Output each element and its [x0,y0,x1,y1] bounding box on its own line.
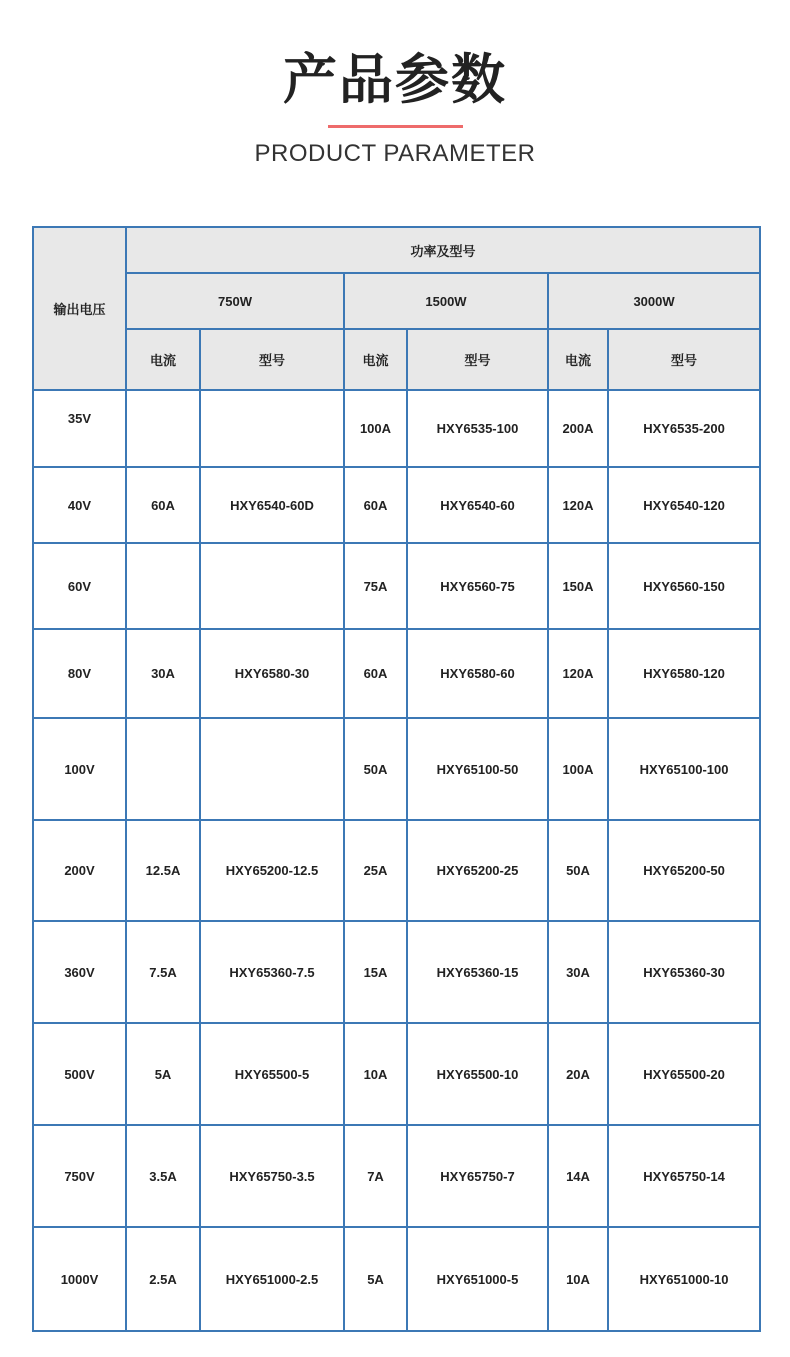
voltage-cell: 750V [33,1125,126,1227]
voltage-cell: 100V [33,718,126,820]
model-cell-3000w: HXY65360-30 [608,921,760,1023]
model-header-750w: 型号 [200,329,344,390]
model-header-3000w: 型号 [608,329,760,390]
current-cell-750w [126,718,200,820]
voltage-cell: 360V [33,921,126,1023]
current-cell-750w: 3.5A [126,1125,200,1227]
power-model-header: 功率及型号 [126,227,760,273]
model-cell-1500w: HXY651000-5 [407,1227,548,1331]
model-cell-750w: HXY65200-12.5 [200,820,344,921]
title-underline [328,125,463,128]
current-cell-3000w: 50A [548,820,608,921]
model-cell-1500w: HXY65100-50 [407,718,548,820]
model-cell-750w: HXY65500-5 [200,1023,344,1125]
voltage-cell: 40V [33,467,126,543]
current-cell-3000w: 120A [548,467,608,543]
voltage-cell: 200V [33,820,126,921]
voltage-cell: 500V [33,1023,126,1125]
current-cell-1500w: 10A [344,1023,407,1125]
table-row [33,629,760,718]
model-cell-1500w: HXY65750-7 [407,1125,548,1227]
current-cell-1500w: 100A [344,390,407,467]
model-cell-750w: HXY6540-60D [200,467,344,543]
current-cell-750w: 5A [126,1023,200,1125]
table-row [33,921,760,1023]
current-cell-3000w: 30A [548,921,608,1023]
model-cell-1500w: HXY6540-60 [407,467,548,543]
current-cell-3000w: 200A [548,390,608,467]
power-header-1500w: 1500W [344,273,548,329]
current-header-750w: 电流 [126,329,200,390]
table-row [33,1023,760,1125]
model-cell-1500w: HXY6580-60 [407,629,548,718]
voltage-cell: 35V [33,390,126,467]
page-title: 产品参数 [283,48,507,111]
current-header-3000w: 电流 [548,329,608,390]
table-row [33,467,760,543]
table-row [33,1125,760,1227]
voltage-cell: 80V [33,629,126,718]
page-subtitle: PRODUCT PARAMETER [254,140,536,167]
model-cell-1500w: HXY65360-15 [407,921,548,1023]
model-cell-750w: HXY65750-3.5 [200,1125,344,1227]
current-cell-1500w: 75A [344,543,407,629]
model-cell-750w: HXY6580-30 [200,629,344,718]
voltage-cell: 60V [33,543,126,629]
model-cell-1500w: HXY6560-75 [407,543,548,629]
model-cell-3000w: HXY6535-200 [608,390,760,467]
current-cell-1500w: 60A [344,467,407,543]
model-cell-750w [200,718,344,820]
current-cell-1500w: 7A [344,1125,407,1227]
table-row [33,718,760,820]
voltage-header: 输出电压 [33,227,126,390]
model-cell-3000w: HXY6540-120 [608,467,760,543]
current-cell-750w: 2.5A [126,1227,200,1331]
table-row [33,543,760,629]
model-cell-1500w: HXY6535-100 [407,390,548,467]
current-cell-750w [126,543,200,629]
power-header-3000w: 3000W [548,273,760,329]
current-cell-750w: 60A [126,467,200,543]
model-cell-3000w: HXY65200-50 [608,820,760,921]
current-cell-3000w: 10A [548,1227,608,1331]
model-cell-3000w: HXY6560-150 [608,543,760,629]
current-cell-3000w: 150A [548,543,608,629]
model-cell-750w [200,390,344,467]
current-cell-3000w: 14A [548,1125,608,1227]
model-cell-3000w: HXY65100-100 [608,718,760,820]
table-row [33,390,760,467]
current-header-1500w: 电流 [344,329,407,390]
model-header-1500w: 型号 [407,329,548,390]
current-cell-1500w: 15A [344,921,407,1023]
model-cell-1500w: HXY65200-25 [407,820,548,921]
model-cell-3000w: HXY65750-14 [608,1125,760,1227]
current-cell-750w: 30A [126,629,200,718]
model-cell-3000w: HXY651000-10 [608,1227,760,1331]
current-cell-3000w: 20A [548,1023,608,1125]
model-cell-3000w: HXY6580-120 [608,629,760,718]
current-cell-750w: 12.5A [126,820,200,921]
voltage-cell: 1000V [33,1227,126,1331]
current-cell-3000w: 120A [548,629,608,718]
model-cell-750w: HXY65360-7.5 [200,921,344,1023]
current-cell-1500w: 60A [344,629,407,718]
current-cell-1500w: 25A [344,820,407,921]
current-cell-750w: 7.5A [126,921,200,1023]
current-cell-750w [126,390,200,467]
table-row [33,1227,760,1331]
table-row [33,820,760,921]
parameter-table [32,226,761,1332]
current-cell-1500w: 5A [344,1227,407,1331]
power-header-750w: 750W [126,273,344,329]
current-cell-1500w: 50A [344,718,407,820]
model-cell-1500w: HXY65500-10 [407,1023,548,1125]
model-cell-750w: HXY651000-2.5 [200,1227,344,1331]
model-cell-3000w: HXY65500-20 [608,1023,760,1125]
current-cell-3000w: 100A [548,718,608,820]
model-cell-750w [200,543,344,629]
